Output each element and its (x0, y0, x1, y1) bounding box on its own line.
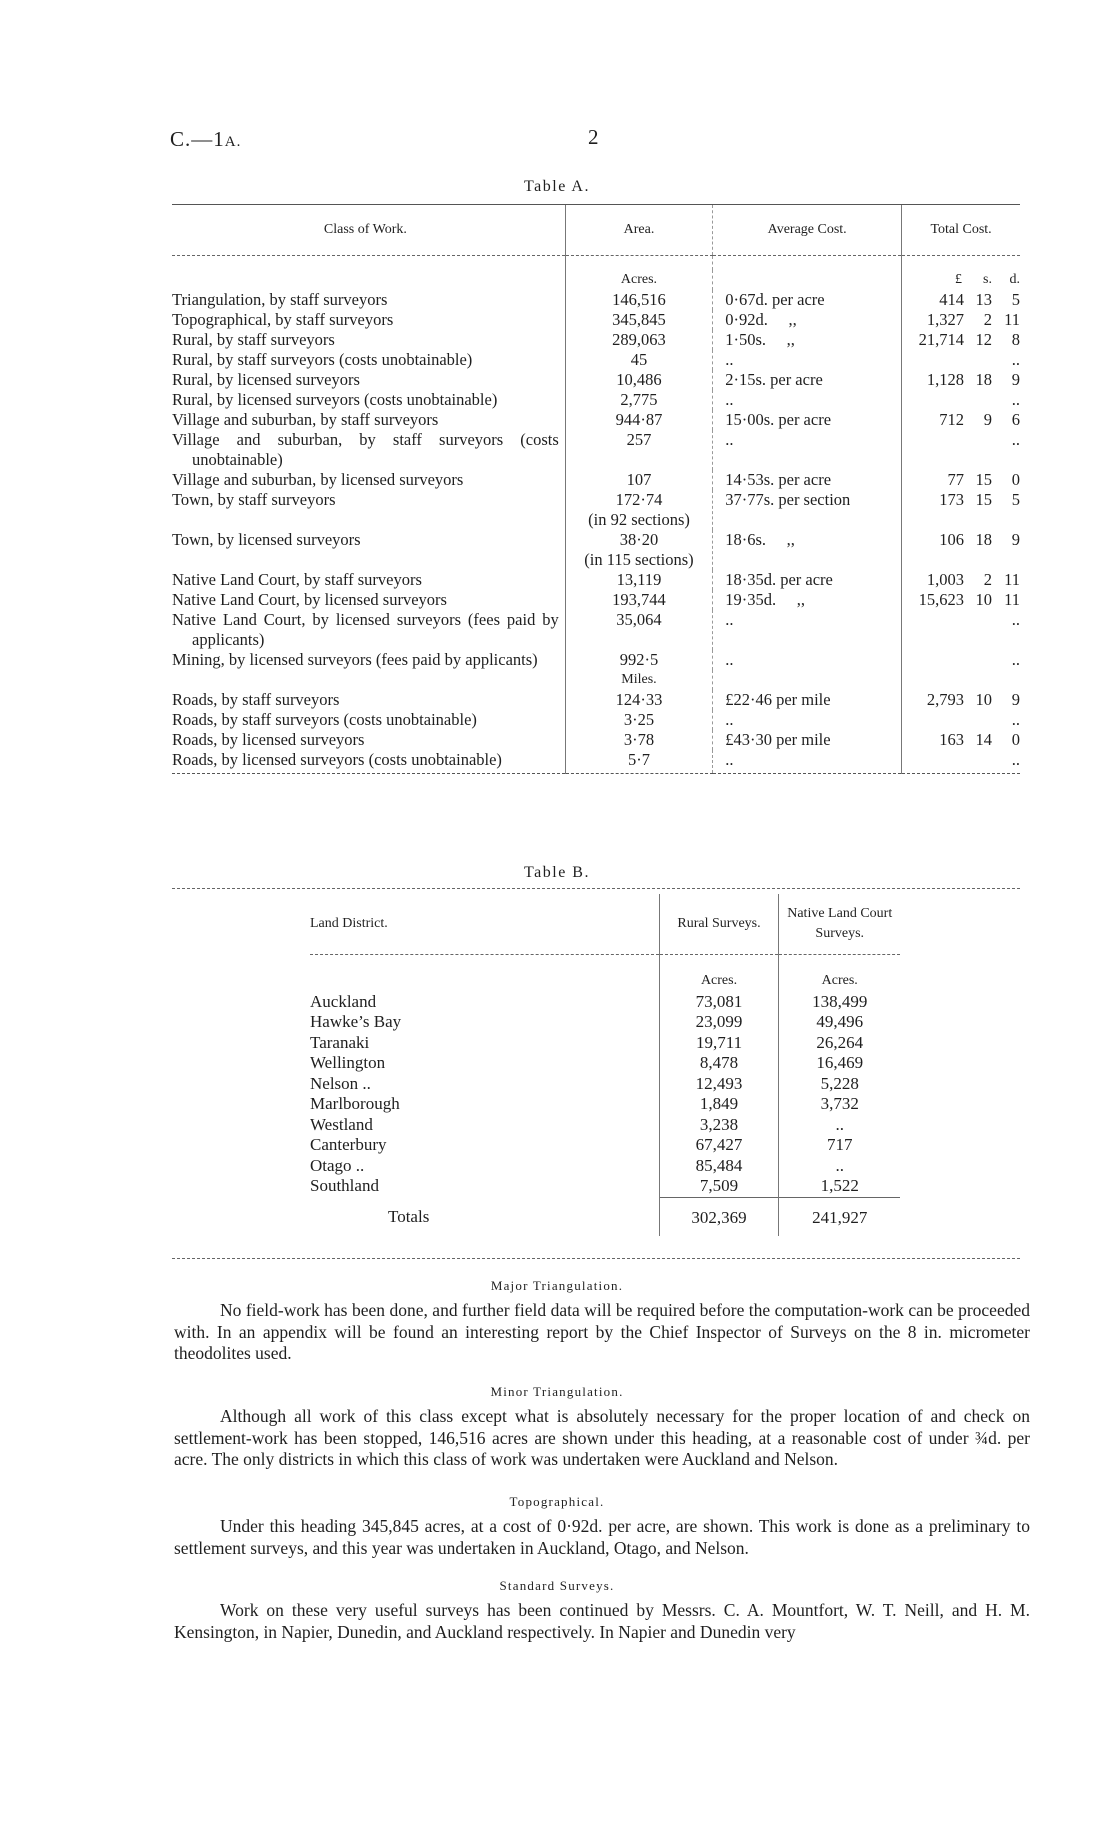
table-row (172, 650, 1020, 670)
area-value: 172·74 (615, 490, 663, 509)
total-cost (906, 570, 1020, 590)
total-cost (906, 530, 1020, 550)
area-value: 38·20 (619, 530, 659, 549)
table-a-unit-miles: Miles. (565, 670, 712, 690)
table-row (172, 490, 1020, 530)
district-name: Auckland (310, 991, 377, 1011)
pence: 9 (1011, 690, 1020, 709)
table-row (172, 310, 1020, 330)
district-name: Taranaki (310, 1032, 370, 1052)
pounds: 106 (939, 530, 964, 549)
district-name: Marlborough (310, 1094, 400, 1113)
total-cost: .. (902, 710, 1020, 730)
table-row (172, 530, 1020, 570)
total-cost (906, 590, 1020, 610)
area-value: 45 (630, 350, 648, 369)
table-row (172, 570, 1020, 590)
area-value: 345,845 (612, 310, 666, 329)
shillings: 13 (975, 290, 992, 309)
pounds: 414 (939, 290, 964, 309)
native-total: 241,927 (779, 1197, 900, 1236)
pounds: 173 (939, 490, 964, 509)
table-row (310, 1012, 900, 1033)
area-value: 124·33 (615, 690, 663, 709)
table-row (172, 410, 1020, 430)
average-cost: £43·30 per mile (713, 730, 902, 750)
table-row (172, 350, 1020, 370)
shillings: 18 (975, 370, 992, 389)
total-cost (906, 330, 1020, 350)
shillings: 15 (975, 470, 992, 489)
district-name: Southland (310, 1176, 379, 1195)
pence: 5 (1011, 490, 1020, 509)
total-cost (906, 290, 1020, 310)
pence: 9 (1011, 530, 1020, 549)
table-row (310, 1115, 900, 1136)
header-code-prefix: C.—1 (170, 127, 225, 151)
pounds: 2,793 (926, 690, 964, 709)
work-class-label: Roads, by licensed surveyors (172, 730, 365, 749)
area-value: 5·7 (627, 750, 650, 769)
table-row (310, 1033, 900, 1054)
table-a (172, 204, 1020, 774)
heading-minor-triangulation: Minor Triangulation. (490, 1384, 624, 1399)
page-header-code (170, 127, 241, 152)
pence: 11 (1004, 570, 1020, 589)
page-number: 2 (588, 125, 599, 149)
table-b-title: Table B. (524, 864, 590, 881)
pence: 6 (1011, 410, 1020, 429)
total-cost (906, 690, 1020, 710)
average-cost: .. (713, 750, 902, 774)
work-class-label: Rural, by staff surveyors (costs unobtainable) (172, 350, 473, 369)
work-class-label: Village and suburban, by staff surveyors (costs unobtainable) (172, 430, 559, 469)
totals-label: Totals (388, 1207, 430, 1226)
native-acres: 49,496 (779, 1012, 900, 1033)
work-class-label: Town, by licensed surveyors (172, 530, 361, 549)
table-a-col-area: Area. (565, 205, 712, 256)
average-cost: 19·35d. ,, (713, 590, 902, 610)
native-acres: 16,469 (779, 1053, 900, 1074)
average-cost: 0·92d. ,, (713, 310, 902, 330)
pence: 8 (1011, 330, 1020, 349)
pence: 0 (1011, 730, 1020, 749)
table-b-bottom-rule (172, 1258, 1020, 1259)
para-major-triangulation: No field-work has been done, and further field data will be required before the computation-work can be proceeded with. In an appendix will be found an interesting report by the Chief Inspector of Surveys on the 8 in. micrometer theodolites used. (174, 1300, 1030, 1363)
district-name: Hawke’s Bay (310, 1012, 402, 1031)
district-name: Otago .. (310, 1155, 365, 1175)
rural-acres: 3,238 (659, 1115, 779, 1136)
area-value: 3·78 (623, 730, 655, 749)
table-row (172, 470, 1020, 490)
rural-acres: 73,081 (659, 992, 779, 1013)
pence: 9 (1011, 370, 1020, 389)
rural-acres: 12,493 (659, 1074, 779, 1095)
average-cost: .. (713, 350, 902, 370)
table-row (310, 1094, 900, 1115)
rural-acres: 67,427 (659, 1135, 779, 1156)
table-row (310, 1176, 900, 1197)
pence: 11 (1004, 310, 1020, 329)
table-a-title: Table A. (524, 178, 590, 195)
work-class-label: Roads, by licensed surveyors (costs unobtainable) (172, 750, 502, 769)
average-cost: .. (713, 610, 902, 650)
total-cost: .. (902, 430, 1020, 470)
rural-acres: 85,484 (659, 1156, 779, 1177)
total-cost: .. (902, 750, 1020, 774)
rural-total: 302,369 (659, 1197, 779, 1236)
average-cost: .. (713, 710, 902, 730)
area-value: 944·87 (615, 410, 663, 429)
average-cost: 37·77s. per section (713, 490, 902, 530)
rural-acres: 1,849 (659, 1094, 779, 1115)
shillings: 14 (975, 730, 992, 749)
pounds: 712 (939, 410, 964, 429)
table-row (172, 290, 1020, 310)
average-cost: 0·67d. per acre (713, 290, 902, 310)
average-cost: 18·35d. per acre (713, 570, 902, 590)
area-value: 193,744 (612, 590, 666, 609)
total-cost: .. (902, 650, 1020, 670)
district-name: Nelson .. (310, 1073, 371, 1093)
shillings: 9 (983, 410, 992, 429)
pence: 5 (1011, 290, 1020, 309)
rural-acres: 23,099 (659, 1012, 779, 1033)
table-row (172, 390, 1020, 410)
table-b-top-rule (172, 888, 1020, 889)
para-standard-surveys: Work on these very useful surveys has been continued by Messrs. C. A. Mountfort, W. T. Neill, and H. M. Kensington, in Napier, Dunedin, and Auckland respectively. In Napier and Dunedin very (174, 1600, 1030, 1642)
pounds: 1,003 (926, 570, 964, 589)
table-b-unit-rural: Acres. (659, 971, 779, 992)
area-value: 2,775 (620, 390, 658, 409)
average-cost: £22·46 per mile (713, 690, 902, 710)
table-row (172, 710, 1020, 730)
native-acres: 5,228 (779, 1074, 900, 1095)
average-cost: 15·00s. per acre (713, 410, 902, 430)
pence: 11 (1004, 590, 1020, 609)
area-note: (in 92 sections) (588, 510, 690, 529)
shillings: 18 (975, 530, 992, 549)
total-cost (906, 410, 1020, 430)
table-row (310, 1135, 900, 1156)
work-class-label: Rural, by licensed surveyors (costs unobtainable) (172, 390, 498, 409)
native-acres: 717 (779, 1135, 900, 1156)
table-row (172, 690, 1020, 710)
shillings: 15 (975, 490, 992, 509)
heading-topographical: Topographical. (509, 1494, 605, 1509)
area-value: 107 (626, 470, 652, 489)
area-value: 146,516 (612, 290, 666, 309)
average-cost: .. (713, 430, 902, 470)
shillings: 2 (983, 570, 992, 589)
heading-major-triangulation: Major Triangulation. (490, 1278, 624, 1293)
shillings: 12 (975, 330, 992, 349)
rural-acres: 19,711 (659, 1033, 779, 1054)
pence: 0 (1011, 470, 1020, 489)
native-acres: .. (779, 1115, 900, 1136)
native-acres: 26,264 (779, 1033, 900, 1054)
average-cost: .. (713, 390, 902, 410)
district-name: Wellington (310, 1053, 386, 1072)
total-cost (906, 730, 1020, 750)
total-cost (906, 370, 1020, 390)
total-cost: .. (902, 350, 1020, 370)
rural-acres: 7,509 (659, 1176, 779, 1197)
totals-row (310, 1197, 900, 1236)
table-row (172, 590, 1020, 610)
native-acres: 1,522 (779, 1176, 900, 1197)
pounds: 1,128 (926, 370, 964, 389)
total-cost: .. (902, 390, 1020, 410)
work-class-label: Triangulation, by staff surveyors (172, 290, 388, 309)
table-b-col-rural: Rural Surveys. (659, 894, 779, 955)
table-a-col-class: Class of Work. (172, 205, 565, 256)
table-row (310, 992, 900, 1013)
work-class-label: Native Land Court, by licensed surveyors (172, 590, 447, 609)
table-a-col-average-cost: Average Cost. (713, 205, 902, 256)
shillings: 10 (975, 590, 992, 609)
average-cost: 1·50s. ,, (713, 330, 902, 350)
shillings: 2 (983, 310, 992, 329)
para-topographical: Under this heading 345,845 acres, at a cost of 0·92d. per acre, are shown. This work is done as a preliminary to settlement surveys, and this year was undertaken in Auckland, Otago, and Nelson. (174, 1516, 1030, 1558)
native-acres: 3,732 (779, 1094, 900, 1115)
table-row (172, 430, 1020, 470)
table-b (310, 894, 900, 1236)
table-a-col-total-cost: Total Cost. (902, 205, 1020, 256)
pounds: 21,714 (918, 330, 964, 349)
work-class-label: Mining, by licensed surveyors (fees paid by applicants) (172, 650, 538, 669)
header-code-suffix: A. (224, 134, 242, 150)
average-cost: 14·53s. per acre (713, 470, 902, 490)
total-cost (906, 470, 1020, 490)
district-name: Canterbury (310, 1135, 387, 1154)
total-cost (906, 490, 1020, 510)
area-value: 13,119 (616, 570, 662, 589)
table-row (172, 730, 1020, 750)
total-cost (906, 310, 1020, 330)
area-value: 3·25 (623, 710, 655, 729)
table-row (310, 1053, 900, 1074)
pounds: 77 (947, 470, 964, 489)
shillings: 10 (975, 690, 992, 709)
work-class-label: Town, by staff surveyors (172, 490, 336, 509)
area-value: 10,486 (616, 370, 662, 389)
table-a-unit-acres: Acres. (565, 270, 712, 290)
table-row (310, 1156, 900, 1177)
pounds: 15,623 (918, 590, 964, 609)
table-row (172, 330, 1020, 350)
table-row (172, 370, 1020, 390)
area-value: 289,063 (612, 330, 666, 349)
table-a-unit-currency: £ s. d. (902, 270, 1020, 290)
work-class-label: Topographical, by staff surveyors (172, 310, 394, 329)
table-row (172, 610, 1020, 650)
pounds: 163 (939, 730, 964, 749)
average-cost: .. (713, 650, 902, 670)
work-class-label: Rural, by staff surveyors (172, 330, 335, 349)
table-b-unit-native: Acres. (779, 971, 900, 992)
work-class-label: Roads, by staff surveyors (172, 690, 340, 709)
pounds: 1,327 (926, 310, 964, 329)
work-class-label: Rural, by licensed surveyors (172, 370, 360, 389)
para-minor-triangulation: Although all work of this class except what is absolutely necessary for the proper location of and check on settlement-work has been stopped, 146,516 acres are shown under this heading, at a reasonable cost of under ¾d. per acre. The only districts in which this class of work was undertaken were Auckland and Nelson. (174, 1406, 1030, 1469)
work-class-label: Native Land Court, by licensed surveyors (fees paid by applicants) (172, 610, 559, 649)
work-class-label: Village and suburban, by staff surveyors (172, 410, 439, 429)
work-class-label: Village and suburban, by licensed surveyors (172, 470, 464, 489)
table-row (310, 1074, 900, 1095)
rural-acres: 8,478 (659, 1053, 779, 1074)
area-note: (in 115 sections) (584, 550, 694, 569)
heading-standard-surveys: Standard Surveys. (499, 1578, 615, 1593)
area-value: 257 (626, 430, 652, 449)
work-class-label: Roads, by staff surveyors (costs unobtainable) (172, 710, 477, 729)
average-cost: 18·6s. ,, (713, 530, 902, 570)
area-value: 992·5 (619, 650, 659, 669)
native-acres: .. (779, 1156, 900, 1177)
average-cost: 2·15s. per acre (713, 370, 902, 390)
district-name: Westland (310, 1114, 373, 1134)
table-b-col-native: Native Land Court Surveys. (779, 894, 900, 955)
work-class-label: Native Land Court, by staff surveyors (172, 570, 422, 589)
total-cost: .. (902, 610, 1020, 650)
table-b-col-district: Land District. (310, 894, 659, 955)
table-row (172, 750, 1020, 774)
native-acres: 138,499 (779, 992, 900, 1013)
area-value: 35,064 (616, 610, 662, 629)
